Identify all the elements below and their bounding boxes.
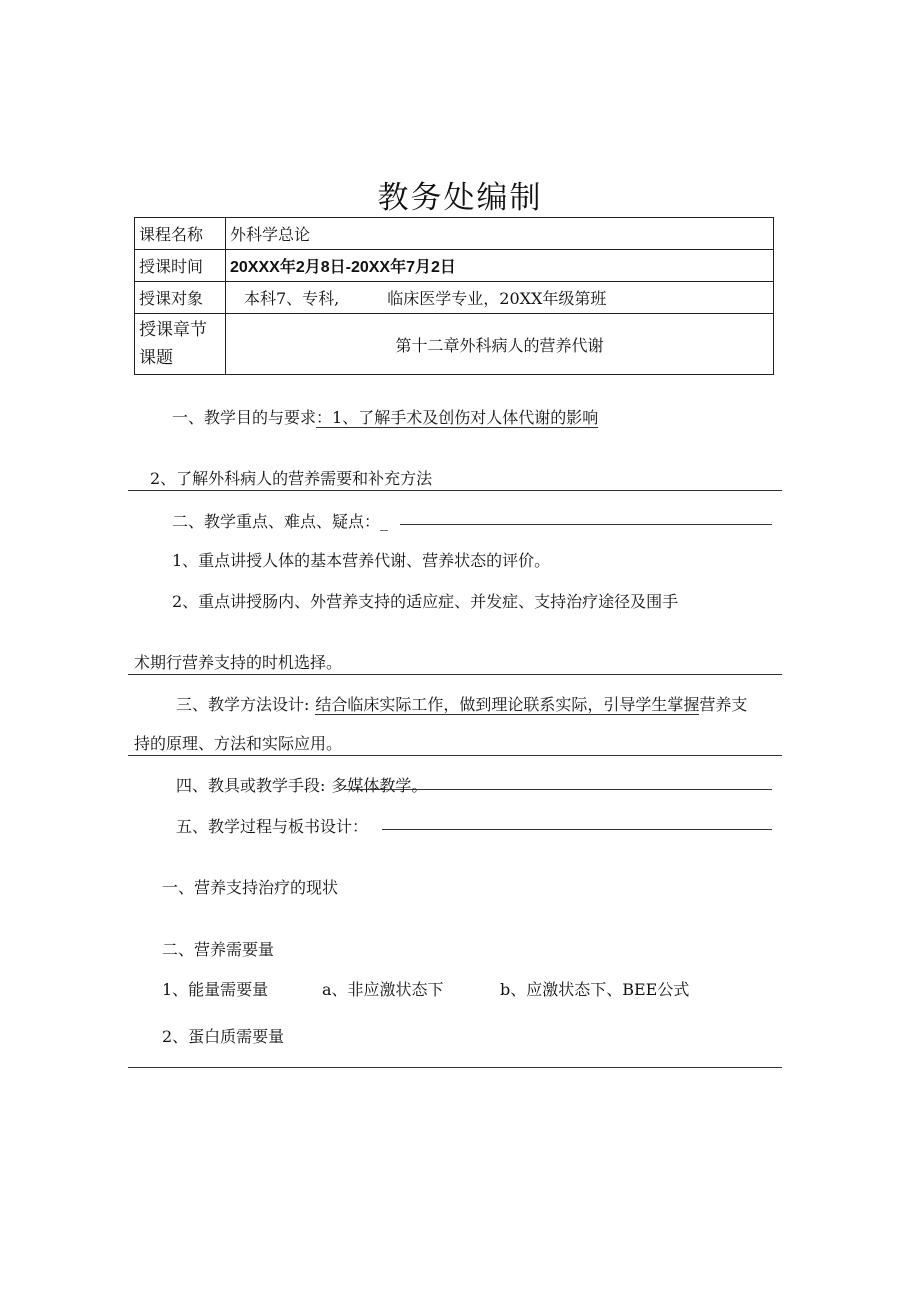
chapter-value: 第十二章外科病人的营养代谢 — [226, 314, 774, 375]
content-item-3b: a、非应激状态下 — [322, 980, 444, 999]
teaching-target-value — [226, 282, 774, 314]
methods-line-2: 持的原理、方法和实际应用。 — [134, 734, 343, 753]
chapter-label: 授课章节课题 — [135, 314, 226, 375]
tools-value: 多媒体教学。 — [331, 776, 428, 795]
content-item-1: 一、营养支持治疗的现状 — [162, 878, 339, 897]
key-points-item-2b: 术期行营养支持的时机选择。 — [134, 653, 343, 672]
target-major: 临床医学专业，20XX年级第班 — [387, 289, 607, 308]
key-points-item-2a: 2、重点讲授肠内、外营养支持的适应症、并发症、支持治疗途径及围手 — [172, 592, 679, 611]
fill-line — [382, 829, 772, 830]
tools-label: 四、教具或教学手段: — [176, 776, 326, 795]
table-row — [135, 250, 774, 282]
content-item-2: 二、营养需要量 — [162, 940, 275, 959]
page-title: 教务处编制 — [377, 180, 543, 216]
section-tools — [176, 773, 427, 796]
course-name-value: 外科学总论 — [226, 218, 774, 250]
teaching-time-label: 授课时间 — [135, 250, 226, 282]
course-info-table — [134, 217, 774, 375]
table-row — [135, 314, 774, 375]
objectives-label: 一、教学目的与要求 — [172, 408, 317, 427]
key-points-item-1: 1、重点讲授人体的基本营养代谢、营养状态的评价。 — [172, 551, 551, 570]
divider — [128, 674, 782, 675]
methods-value-tail: 营养支 — [699, 695, 748, 714]
methods-label: 三、教学方法设计: — [176, 695, 310, 714]
divider — [128, 490, 782, 491]
section-objectives — [172, 405, 598, 428]
table-row — [135, 218, 774, 250]
divider — [128, 1067, 782, 1068]
table-row — [135, 282, 774, 314]
teaching-time-value: 20XXX年2月8日-20XX年7月2日 — [226, 250, 774, 282]
teaching-target-label: 授课对象 — [135, 282, 226, 314]
methods-value: 结合临床实际工作，做到理论联系实际，引导学生掌握 — [315, 695, 700, 714]
course-name-label: 课程名称 — [135, 218, 226, 250]
objectives-value: ：1、了解手术及创伤对人体代谢的影响 — [316, 408, 599, 427]
target-level: 本科7、专科, — [244, 289, 340, 308]
objectives-item-2: 2、了解外科病人的营养需要和补充方法 — [150, 469, 433, 488]
fill-line — [400, 524, 772, 525]
section-methods — [176, 692, 747, 715]
divider — [128, 755, 782, 756]
process-label: 五、教学过程与板书设计： — [176, 817, 369, 836]
content-item-3a: 1、能量需要量 — [162, 980, 269, 999]
key-points-label: 二、教学重点、难点、疑点：_ — [172, 512, 389, 531]
content-item-4: 2、蛋白质需要量 — [162, 1027, 285, 1046]
fill-line — [344, 789, 772, 790]
content-item-3c: b、应激状态下、BEE公式 — [500, 980, 690, 999]
